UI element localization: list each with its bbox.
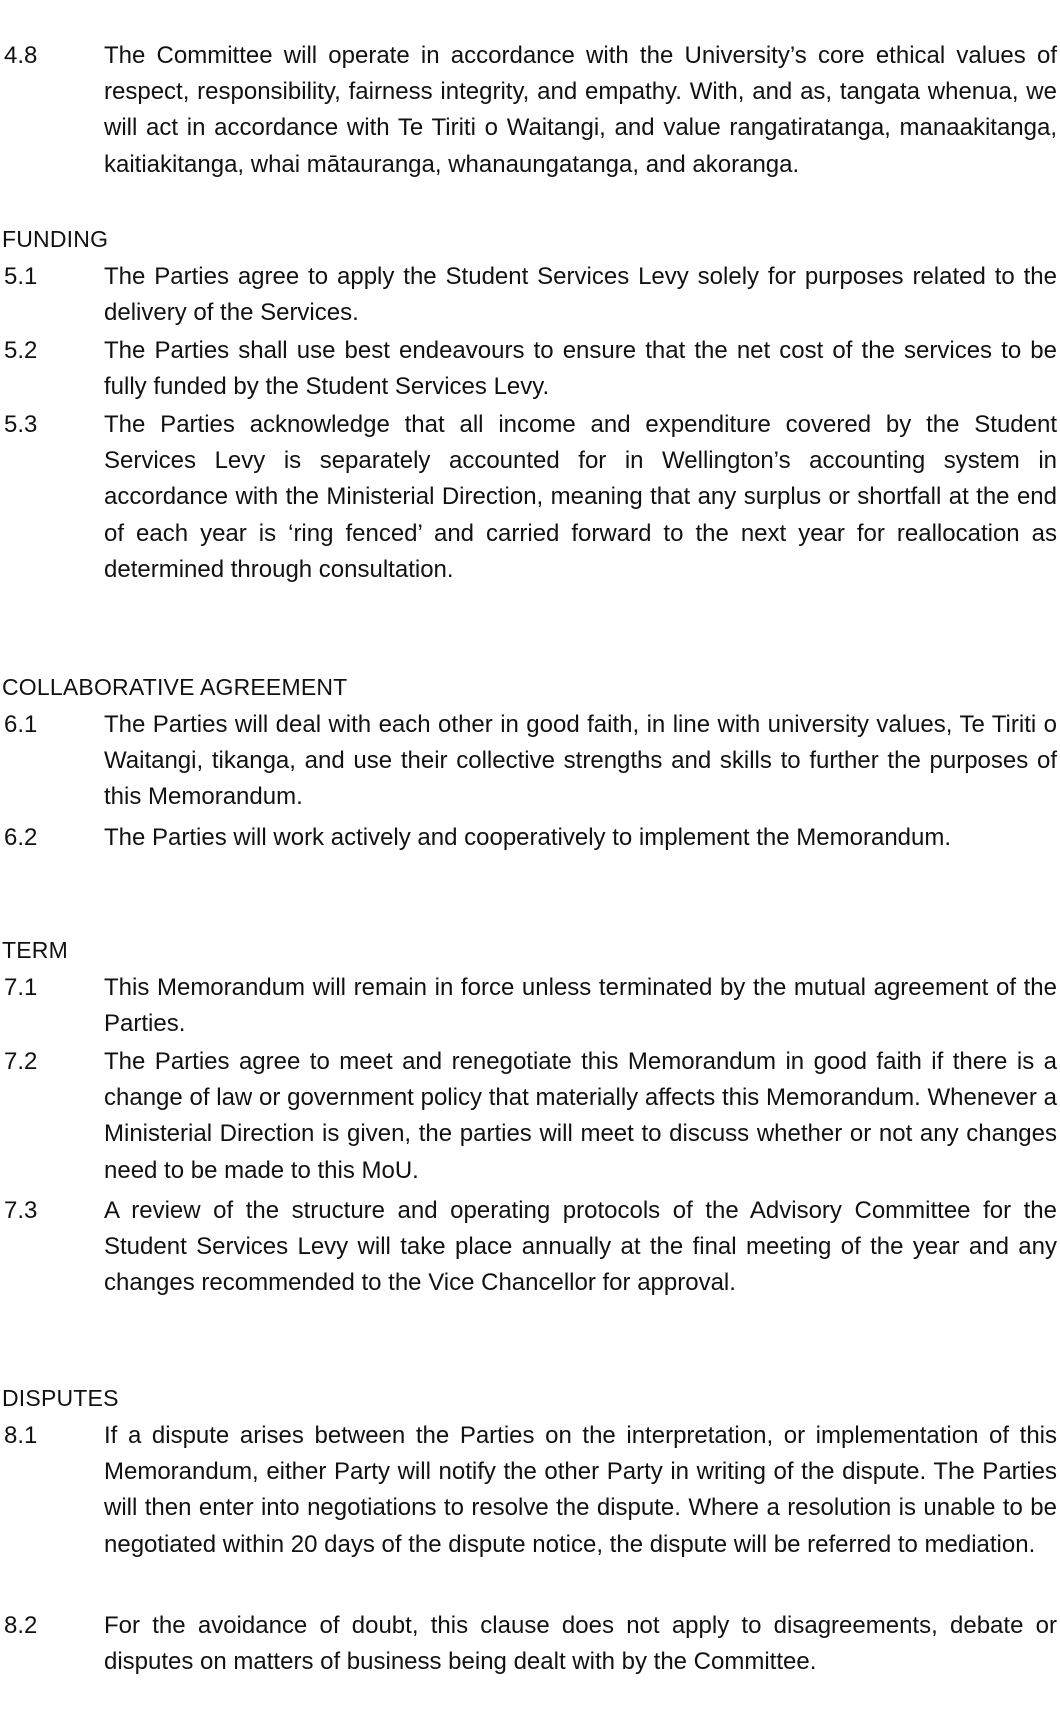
clause-text: The Committee will operate in accordance with the University’s core ethical values of respect, responsibility, fairness integrity, and empathy. With, and as, tangata whenua, we will act in accordance with Te Tiriti o Waitangi, and value rangatiratanga, manaakitanga, kaitiakitanga, whai mātauranga, whanaungatanga, and akoranga.	[104, 42, 1057, 178]
clause-text: The Parties will deal with each other in good faith, in line with university values, Te Tiriti o Waitangi, tikanga, and use their collective strengths and skills to further the purposes of this Memorandum.	[104, 711, 1057, 811]
section-heading-term: TERM	[2, 937, 68, 963]
clause-number: 5.2	[4, 337, 38, 364]
clause-text: The Parties agree to meet and renegotiate this Memorandum in good faith if there is a change of law or government policy that materially affects this Memorandum. Whenever a Ministerial Direction is given, the parties will meet to discuss whether or not any changes need to be made to this MoU.	[104, 1048, 1057, 1184]
clause-number: 7.1	[4, 974, 38, 1001]
clause-number: 4.8	[4, 42, 38, 69]
clause-number: 7.2	[4, 1048, 38, 1075]
section-heading-disputes: DISPUTES	[2, 1385, 119, 1411]
section-heading-collaborative-agreement: COLLABORATIVE AGREEMENT	[2, 674, 348, 700]
clause-text: The Parties acknowledge that all income and expenditure covered by the Student Services Levy is separately accounted for in Wellington’s accounting system in accordance with the Ministerial Direction, meaning that any surplus or shortfall at the end of each year is ‘ring fenced’ and carried forward to the next year for reallocation as determined through consultation.	[104, 411, 1057, 583]
clause-text: This Memorandum will remain in force unless terminated by the mutual agreement of the Parties.	[104, 974, 1057, 1038]
clause-number: 6.2	[4, 824, 38, 851]
clause-text: The Parties agree to apply the Student Services Levy solely for purposes related to the delivery of the Services.	[104, 263, 1057, 327]
section-heading-funding: FUNDING	[2, 226, 109, 252]
clause-text: The Parties will work actively and cooperatively to implement the Memorandum.	[104, 824, 952, 851]
clause-number: 5.1	[4, 263, 38, 290]
clause-text: If a dispute arises between the Parties on the interpretation, or implementation of this Memorandum, either Party will notify the other Party in writing of the dispute. The Parties will then enter into negotiations to resolve the dispute. Where a resolution is unable to be negotiated within 20 days of the dispute notice, the dispute will be referred to mediation.	[104, 1422, 1057, 1558]
clause-number: 5.3	[4, 411, 38, 438]
clause-text: For the avoidance of doubt, this clause does not apply to disagreements, debate or disputes on matters of business being dealt with by the Committee.	[104, 1612, 1057, 1676]
clause-text: A review of the structure and operating protocols of the Advisory Committee for the Student Services Levy will take place annually at the final meeting of the year and any changes recommended to the Vice Chancellor for approval.	[104, 1197, 1057, 1297]
clause-number: 8.1	[4, 1422, 38, 1449]
clause-number: 7.3	[4, 1197, 38, 1224]
clause-text: The Parties shall use best endeavours to ensure that the net cost of the services to be fully funded by the Student Services Levy.	[104, 337, 1057, 401]
clause-number: 8.2	[4, 1612, 38, 1639]
clause-number: 6.1	[4, 711, 38, 738]
